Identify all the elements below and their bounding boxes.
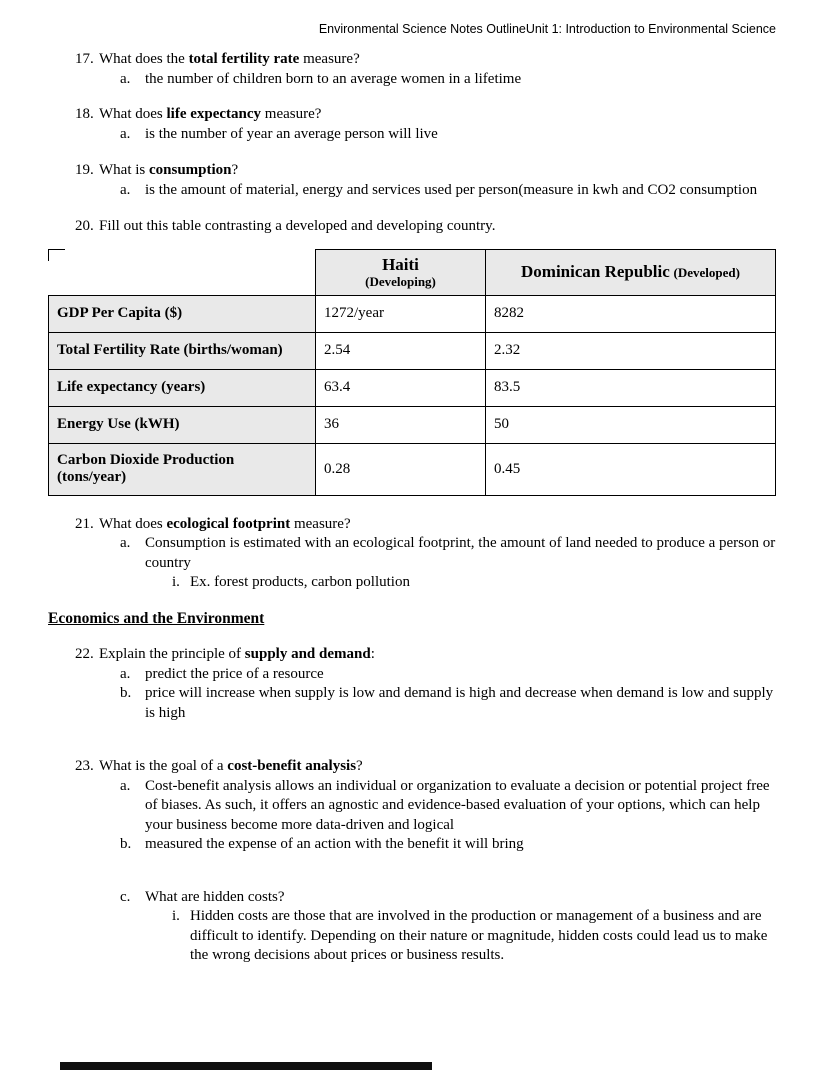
answer-line xyxy=(120,888,776,908)
answer-line xyxy=(120,70,776,90)
question-number: 22. xyxy=(75,646,94,662)
question-22 xyxy=(75,645,776,665)
answer-line xyxy=(120,181,776,201)
question-text-pre: What does the xyxy=(99,51,189,67)
question-text-post: : xyxy=(370,646,375,662)
table-corner-mark xyxy=(48,249,65,261)
table-row-label: Energy Use (kWH) xyxy=(49,406,316,443)
question-number: 17. xyxy=(75,51,94,67)
table-cell-haiti: 2.54 xyxy=(316,332,486,369)
answer-text: is the number of year an average person will live xyxy=(145,125,438,142)
table-cell-haiti: 0.28 xyxy=(316,443,486,495)
table-cell-haiti: 1272/year xyxy=(316,295,486,332)
answer-label: a. xyxy=(120,535,131,551)
question-text xyxy=(99,757,776,777)
question-17 xyxy=(75,50,776,70)
table-header-dominican-sub: (Developed) xyxy=(673,265,740,280)
answer-line xyxy=(120,835,776,855)
table-cell-dominican: 50 xyxy=(486,406,776,443)
question-term: life expectancy xyxy=(166,106,262,122)
question-text xyxy=(99,217,776,237)
question-19 xyxy=(75,161,776,181)
table-row xyxy=(49,443,776,495)
answer-text: predict the price of a resource xyxy=(145,665,324,682)
table-row xyxy=(49,332,776,369)
answer-label: a. xyxy=(120,665,131,682)
sub-answer-text: Ex. forest products, carbon pollution xyxy=(190,574,410,590)
question-term: ecological footprint xyxy=(166,515,291,532)
answer-text: is the amount of material, energy and services used per person(measure in kwh and CO2 consumption xyxy=(145,181,758,198)
answer-label: a. xyxy=(120,70,131,87)
answer-text: What are hidden costs? xyxy=(145,888,285,905)
question-number: 20. xyxy=(75,218,94,234)
table-header-haiti xyxy=(316,249,486,295)
sub-answer-line xyxy=(172,573,776,593)
question-number: 21. xyxy=(75,515,94,532)
sub-answer-text: Hidden costs are those that are involved in the production or management of a business and are difficult to identify. Depending on their nature or magnitude, hidden costs could lead us to make the wrong decisions about prices or business results. xyxy=(190,908,768,963)
table-cell-dominican: 8282 xyxy=(486,295,776,332)
table-cell-haiti: 63.4 xyxy=(316,369,486,406)
section-heading-economics: Economics and the Environment xyxy=(48,609,265,627)
sub-answer-label: i. xyxy=(172,908,180,924)
question-18 xyxy=(75,105,776,125)
question-number: 19. xyxy=(75,162,94,178)
answer-text: Cost-benefit analysis allows an individual or organization to evaluate a decision or potential project free of biases. As such, it offers an agnostic and evidence-based evaluation of your options, which can help your business become more data-driven and logical xyxy=(145,777,770,833)
answer-label: a. xyxy=(120,181,131,198)
sub-answer-label: i. xyxy=(172,574,180,590)
question-text xyxy=(99,50,776,70)
question-text-post: ? xyxy=(231,162,239,178)
answer-label: a. xyxy=(120,125,131,142)
question-text-pre: What does xyxy=(99,515,167,532)
answer-text: Consumption is estimated with an ecological footprint, the amount of land needed to produce a person or country xyxy=(145,535,776,571)
question-text xyxy=(99,105,776,125)
table-row xyxy=(49,406,776,443)
next-page-edge-bar xyxy=(60,1062,432,1070)
table-row xyxy=(49,369,776,406)
table-cell-haiti: 36 xyxy=(316,406,486,443)
question-term: consumption xyxy=(149,162,232,178)
answer-label: c. xyxy=(120,888,131,905)
answer-label: b. xyxy=(120,836,132,852)
answer-text: the number of children born to an average women in a lifetime xyxy=(145,70,522,87)
answer-line xyxy=(120,684,776,723)
table-cell-dominican: 83.5 xyxy=(486,369,776,406)
question-number: 23. xyxy=(75,758,94,774)
question-text-pre: What is xyxy=(99,162,149,178)
question-21 xyxy=(75,515,776,535)
question-text-post: measure? xyxy=(261,106,322,122)
question-text-post: measure? xyxy=(290,515,351,532)
question-text-pre: Fill out this table contrasting a developed and developing country. xyxy=(99,218,496,234)
answer-text: price will increase when supply is low and demand is high and decrease when demand is low and supply is high xyxy=(145,685,774,721)
document-header: Environmental Science Notes OutlineUnit 1: Introduction to Environmental Science xyxy=(318,22,776,36)
table-row-label: GDP Per Capita ($) xyxy=(49,295,316,332)
answer-line xyxy=(120,777,776,836)
answer-line xyxy=(120,665,776,685)
question-term: total fertility rate xyxy=(188,51,300,67)
country-comparison-table xyxy=(48,249,775,496)
answer-line xyxy=(120,534,776,573)
question-text xyxy=(99,515,776,535)
question-text-pre: What is the goal of a xyxy=(99,758,228,774)
table-header-haiti-sub: (Developing) xyxy=(365,273,436,289)
question-text-pre: Explain the principle of xyxy=(99,646,245,662)
question-text xyxy=(99,645,776,665)
table-cell-dominican: 2.32 xyxy=(486,332,776,369)
question-20 xyxy=(75,217,776,237)
table-row-label: Total Fertility Rate (births/woman) xyxy=(49,332,316,369)
question-text-post: measure? xyxy=(299,51,360,67)
table-cell-dominican: 0.45 xyxy=(486,443,776,495)
question-text xyxy=(99,161,776,181)
table-empty-corner-cell xyxy=(49,249,316,295)
question-term: supply and demand xyxy=(244,646,371,662)
table-header-haiti-name: Haiti xyxy=(382,254,419,274)
table-row xyxy=(49,295,776,332)
table-header-dominican-name: Dominican Republic xyxy=(521,262,670,281)
question-text-pre: What does xyxy=(99,106,167,122)
question-text-post: ? xyxy=(356,758,363,774)
question-23 xyxy=(75,757,776,777)
answer-label: a. xyxy=(120,777,131,794)
table-row-label: Carbon Dioxide Production (tons/year) xyxy=(49,443,316,495)
table-header-dominican xyxy=(486,249,776,295)
sub-answer-line xyxy=(172,907,776,966)
question-term: cost-benefit analysis xyxy=(227,758,357,774)
answer-text: measured the expense of an action with the benefit it will bring xyxy=(145,836,524,852)
question-number: 18. xyxy=(75,106,94,122)
answer-label: b. xyxy=(120,685,132,701)
table-row-label: Life expectancy (years) xyxy=(49,369,316,406)
answer-line xyxy=(120,125,776,145)
